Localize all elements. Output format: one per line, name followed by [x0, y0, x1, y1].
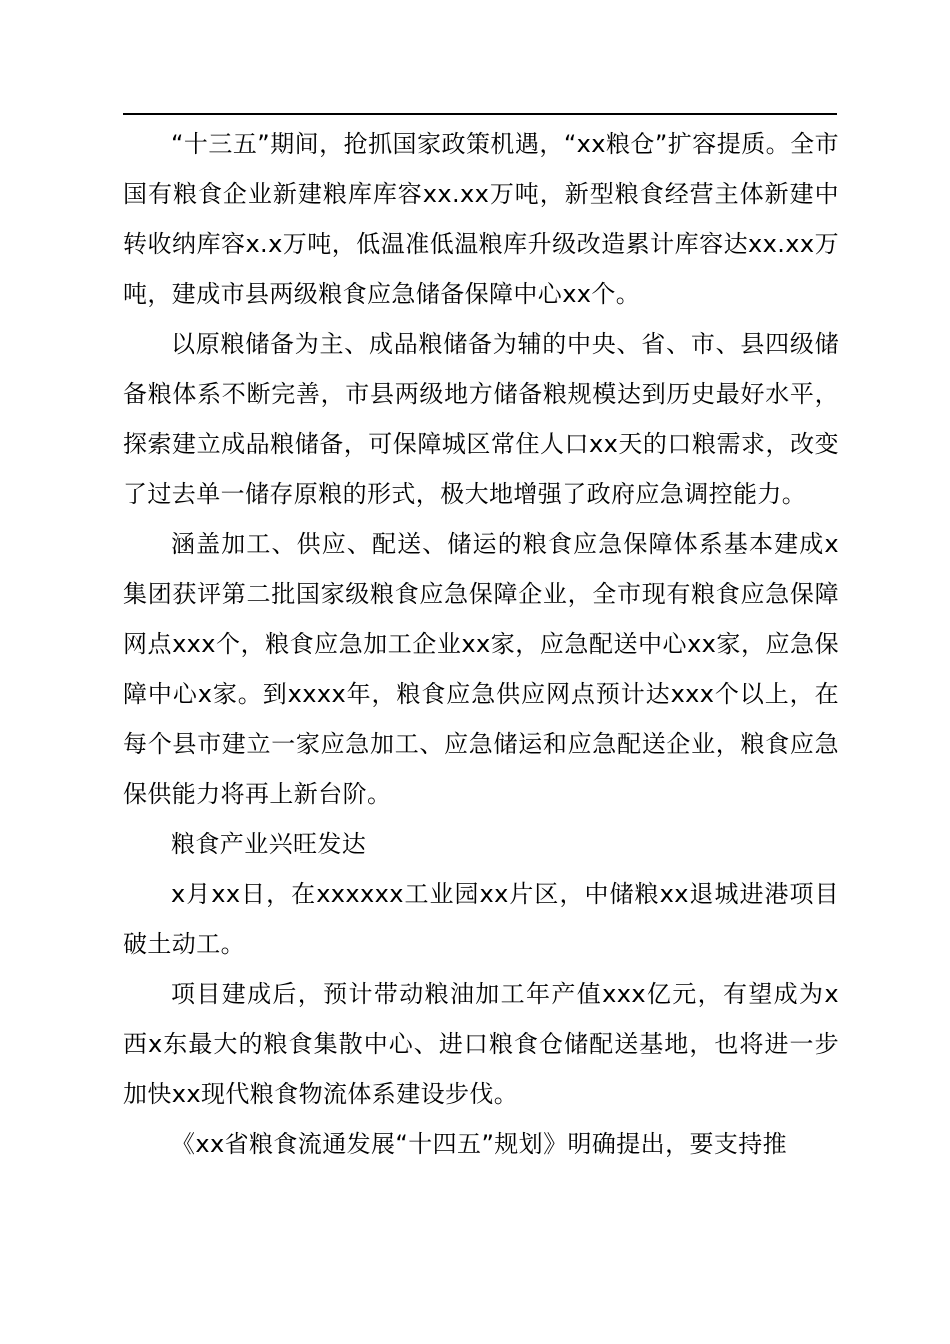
paragraph-emergency-supply: 涵盖加工、供应、配送、储运的粮食应急保障体系基本建成x集团获评第二批国家级粮食应急保障企业，全市现有粮食应急保障网点xxx个，粮食应急加工企业xx家，应急配送中心xx家，应急保障中心x家。到xxxx年，粮食应急供应网点预计达xxx个以上，在每个县市建立一家应急加工、应急储运和应急配送企业，粮食应急保供能力将再上新台阶。: [123, 530, 839, 808]
paragraph-provincial-plan: 《xx省粮食流通发展“十四五”规划》明确提出，要支持推: [171, 1130, 788, 1158]
document-body: [123, 119, 839, 1169]
section-heading: 粮食产业兴旺发达: [171, 830, 367, 858]
paragraph-reserve-system: 以原粮储备为主、成品粮储备为辅的中央、省、市、县四级储备粮体系不断完善，市县两级地方储备粮规模达到历史最好水平，探索建立成品粮储备，可保障城区常住人口xx天的口粮需求，改变了过去单一储存原粮的形式，极大地增强了政府应急调控能力。: [123, 330, 839, 508]
paragraph-project-groundbreaking: x月xx日，在xxxxxx工业园xx片区，中储粮xx退城进港项目破土动工。: [123, 880, 839, 958]
header-rule: [123, 113, 837, 115]
paragraph-grain-storage-expansion: “十三五”期间，抢抓国家政策机遇，“xx粮仓”扩容提质。全市国有粮食企业新建粮库库容xx.xx万吨，新型粮食经营主体新建中转收纳库容x.x万吨，低温准低温粮库升级改造累计库容达xx.xx万吨，建成市县两级粮食应急储备保障中心xx个。: [123, 130, 839, 308]
paragraph-project-outlook: 项目建成后，预计带动粮油加工年产值xxx亿元，有望成为x西x东最大的粮食集散中心、进口粮食仓储配送基地，也将进一步加快xx现代粮食物流体系建设步伐。: [123, 980, 839, 1108]
